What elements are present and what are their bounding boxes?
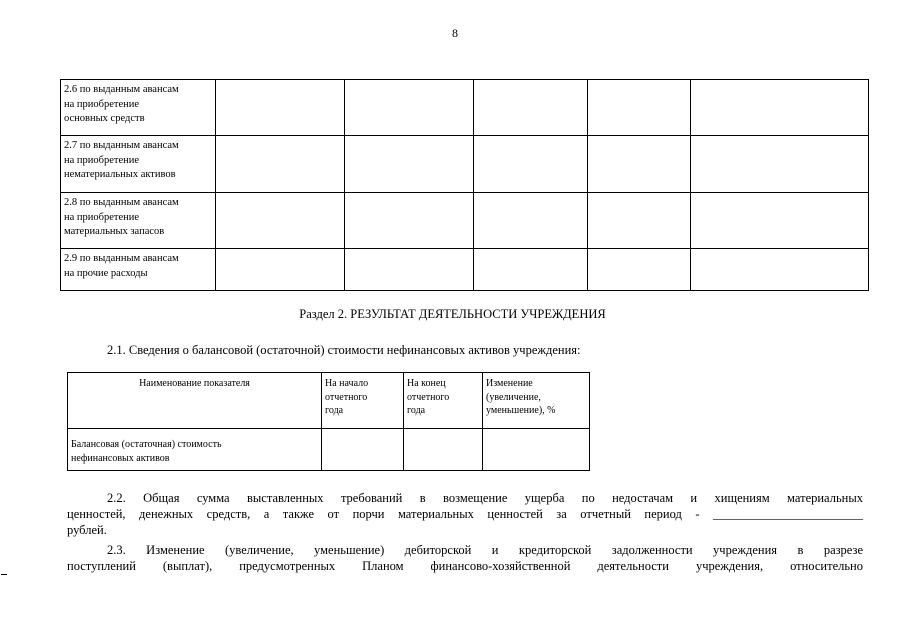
paragraph-2-2-line-3: рублей. [67,523,107,537]
table-cell [345,193,474,249]
table-cell [474,80,588,136]
page-number: 8 [452,26,458,40]
table-cell [345,249,474,291]
table-cell [216,80,345,136]
table-cell [691,249,869,291]
table-cell [474,249,588,291]
advances-table [60,79,869,291]
table-cell [588,249,691,291]
row-label: Балансовая (остаточная) стоимость нефинансовых активов [68,429,322,471]
nonfinancial-assets-table [67,372,590,471]
table-cell [216,249,345,291]
table-cell [691,80,869,136]
table-cell [322,429,404,471]
section-title: Раздел 2. РЕЗУЛЬТАТ ДЕЯТЕЛЬНОСТИ УЧРЕЖДЕНИЯ [299,307,606,321]
column-header: На начало отчетного года [322,373,404,429]
paragraph-2-2-line-1: 2.2. Общая сумма выставленных требований в возмещение ущерба по недостачам и хищениям материальных [107,491,863,505]
table-cell [483,429,590,471]
table-header-row [68,373,590,429]
column-header: На конец отчетного года [404,373,483,429]
table-row [61,249,869,291]
column-header: Наименование показателя [68,373,322,429]
row-label-2-7: 2.7 по выданным авансам на приобретение нематериальных активов [61,136,216,193]
table-cell [474,193,588,249]
row-label-2-6: 2.6 по выданным авансам на приобретение основных средств [61,80,216,136]
table-cell [216,193,345,249]
paragraph-2-3-line-2: поступлений (выплат), предусмотренных Планом финансово-хозяйственной деятельности учреждения, относительно [67,559,863,573]
table-cell [345,80,474,136]
table-row [61,136,869,193]
table-cell [345,136,474,193]
row-label-2-8: 2.8 по выданным авансам на приобретение материальных запасов [61,193,216,249]
table-cell [474,136,588,193]
table-cell [588,80,691,136]
table-cell [691,136,869,193]
column-header: Изменение (увеличение, уменьшение), % [483,373,590,429]
paragraph-2-3-line-1: 2.3. Изменение (увеличение, уменьшение) дебиторской и кредиторской задолженности учреждения в разрезе [107,543,863,557]
table-row [61,193,869,249]
table-cell [691,193,869,249]
paragraph-2-2-line-2: ценностей, денежных средств, а также от порчи материальных ценностей за отчетный период - ________________________ [67,507,863,521]
table-cell [588,193,691,249]
table-cell [588,136,691,193]
table-row [61,80,869,136]
subsection-heading: 2.1. Сведения о балансовой (остаточной) стоимости нефинансовых активов учреждения: [107,343,581,357]
row-label-2-9: 2.9 по выданным авансам на прочие расходы [61,249,216,291]
table-row [68,429,590,471]
margin-mark [1,574,7,575]
table-cell [404,429,483,471]
table-cell [216,136,345,193]
